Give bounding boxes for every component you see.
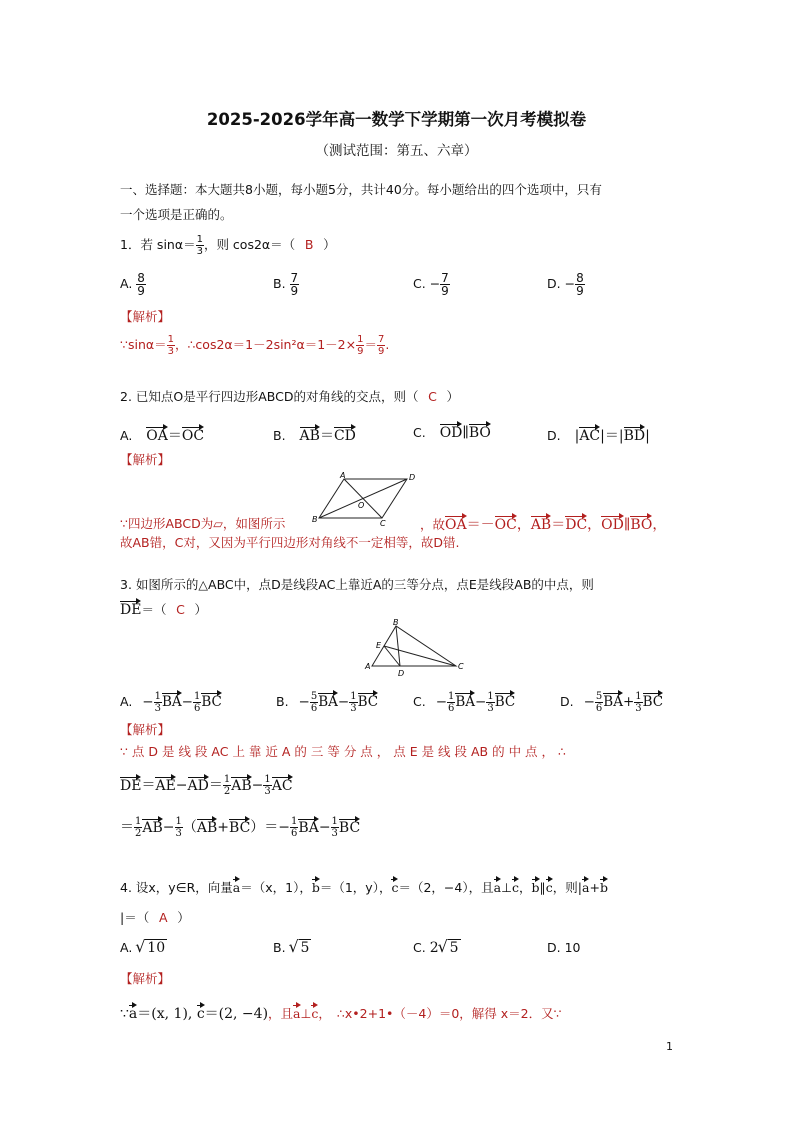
page-title: 2025-2026学年高一数学下学期第一次月考模拟卷 [206,110,587,129]
q2-analysis-b: ，故OA＝－OC，AB＝DC，OD∥BO， [420,517,667,533]
q3-analysis: ∵ 点 D 是 线 段 AC 上 靠 近 A 的 三 等 分 点 ， 点 E 是 线 段 AB 的 中 点 ， ∴ [120,744,566,759]
question-4-answer: A [158,910,168,925]
page-number: 1 [666,1040,673,1053]
fig-label-b: B [312,515,318,524]
question-3-stem-cont: DE＝（ C ） [120,602,207,618]
q4-analysis-label: 【解析】 [120,971,171,986]
fig-label-d: D [398,669,405,678]
fig-label-c: C [380,519,386,526]
q2-option-b: B. AB＝CD [273,428,356,444]
q4-option-c: C. 2√ 5 [413,940,461,956]
question-4-stem: 4. 设x，y∈R，向量a＝（x，1），b＝（1，y），c＝（2，−4），且a⊥c，b∥c，则|a+b [120,880,608,895]
q1-analysis: ∵sinα＝ $\frac{1}{3}$ ，∴cos2α＝1－2sin²α＝1－2× $\frac{1}{9}$ ＝ $\frac{7}{9}$ . [120,334,390,357]
page-subtitle: （测试范围：第五、六章） [315,143,478,159]
q1-option-b: B. $\frac{7}{9}$ [273,271,299,298]
q2-analysis-line2: 故AB错，C对，又因为平行四边形对角线不一定相等，故D错. [120,535,460,550]
parallelogram-figure [310,470,420,526]
q2-analysis-a: ∵四边形ABCD为▱，如图所示 [120,516,286,531]
q3-analysis-eq1: DE＝AE−AD＝ $\frac{1}{2}$ AB− $\frac{1}{3}$ AC [120,774,293,797]
segment-ec [384,646,456,666]
fig-label-c: C [458,662,464,671]
question-1-answer: B [304,237,314,252]
fig-label-e: E [376,641,382,650]
question-2-answer: C [428,389,437,404]
q4-analysis: ∵a＝(x, 1), c＝(2, −4)，且a⊥c， ∴x•2+1•（－4）＝0，解得 x＝2．又∵ [120,1006,562,1022]
fig-label-b: B [393,618,399,627]
q1-option-c: C. − $\frac{7}{9}$ [413,271,449,298]
q3-option-c: C. − $\frac{1}{6}$ BA− $\frac{1}{3}$ BC [413,691,516,714]
segment-bd [396,626,400,666]
question-3-answer: C [176,602,185,617]
q1-option-a: A. $\frac{8}{9}$ [120,271,145,298]
q2-analysis-label: 【解析】 [120,452,171,467]
fig-label-o: O [358,501,365,510]
fig-label-d: D [409,473,416,482]
q3-analysis-eq2: ＝ $\frac{1}{2}$ AB− $\frac{1}{3}$ （AB+BC）＝− $\frac{1}{6}$ BA− $\frac{1}{3}$ BC [120,816,361,839]
fig-label-a: A [365,662,371,671]
triangle-figure [360,616,470,680]
q2-option-d: D. |AC|＝|BD| [547,428,650,444]
q2-option-a: A. OA＝OC [120,428,205,444]
question-1-stem: 1．若 sinα＝ $\frac{1}{3}$ ，则 cos2α＝（ B ） [120,234,336,257]
q3-option-b: B. − $\frac{5}{6}$ BA− $\frac{1}{3}$ BC [276,691,379,714]
q3-option-a: A. − $\frac{1}{3}$ BA− $\frac{1}{6}$ BC [120,691,222,714]
question-2-stem: 2. 已知点O是平行四边形ABCD的对角线的交点，则（ C ） [120,389,460,404]
q2-option-c: C. OD∥BO [413,425,491,441]
question-3-stem: 3. 如图所示的△ABC中，点D是线段AC上靠近A的三等分点，点E是线段AB的中点，则 [120,577,594,592]
q4-option-b: B. √ 5 [273,940,311,956]
q1-option-d: D. − $\frac{8}{9}$ [547,271,584,298]
question-4-stem-cont: |＝（ A ） [120,910,190,925]
q4-option-a: A. √ 10 [120,940,167,956]
section-heading-cont: 一个选项是正确的。 [120,207,233,222]
segment-de [384,646,400,666]
q1-analysis-label: 【解析】 [120,309,171,324]
q3-analysis-label: 【解析】 [120,722,171,737]
q3-option-d: D. − $\frac{5}{6}$ BA+ $\frac{1}{3}$ BC [560,691,664,714]
diagonal-bd [319,479,407,518]
q4-option-d: D. 10 [547,940,581,955]
fig-label-a: A [340,471,346,480]
section-heading: 一、选择题：本大题共8小题，每小题5分，共计40分。每小题给出的四个选项中，只有 [120,182,602,197]
